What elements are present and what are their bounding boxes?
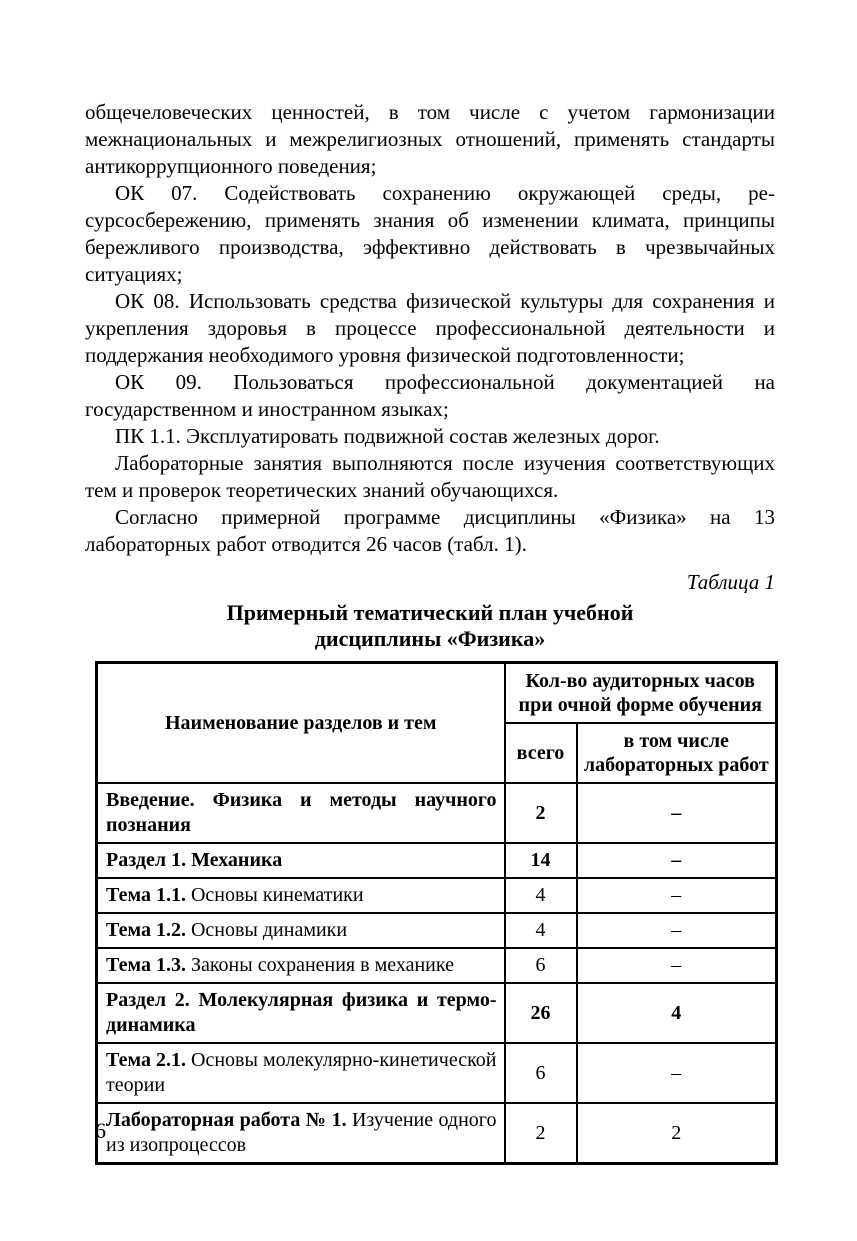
row-total-hours: 4	[505, 878, 577, 913]
row-lab-hours: –	[577, 948, 777, 983]
paragraph: Согласно примерной программе дисциплины «Физика» на 13 лабораторных работ отводится 26 часов (табл. 1).	[85, 505, 775, 556]
paragraph: Лабораторные занятия выполняются после изучения соответствующих тем и проверок теоретических знаний обучающихся.	[85, 451, 775, 502]
table-row	[97, 878, 777, 913]
paragraph: ПК 1.1. Эксплуатировать подвижной состав железных дорог.	[115, 424, 660, 448]
row-name	[97, 913, 505, 948]
row-name-prefix: Лабораторная работа № 1.	[106, 1109, 347, 1131]
paragraph: ОК 09. Пользоваться профессиональной документацией на государственном и иностранном языках;	[85, 370, 775, 421]
row-total-hours: 6	[505, 948, 577, 983]
table-title	[85, 600, 775, 652]
table-row	[97, 948, 777, 983]
row-name-prefix: Введение. Физика и методы научного познания	[106, 789, 497, 836]
page-content	[85, 99, 775, 1165]
row-total-hours: 2	[505, 1103, 577, 1164]
row-name-rest: Законы сохранения в механике	[185, 954, 454, 976]
row-lab-hours: –	[577, 783, 777, 843]
row-name-rest: Основы молекулярно-кинетической теории	[106, 1049, 497, 1096]
table-header-row-1	[97, 663, 777, 724]
row-total-hours: 4	[505, 913, 577, 948]
row-lab-hours: –	[577, 913, 777, 948]
row-name-prefix: Тема 2.1.	[106, 1049, 186, 1071]
table-row	[97, 1103, 777, 1164]
row-name-prefix: Раздел 1. Механика	[106, 849, 283, 871]
table-body	[97, 783, 777, 1164]
table-title-line1: Примерный тематический план учебной	[226, 600, 634, 625]
header-hours-group: Кол-во аудиторных часов при очной форме обучения	[505, 663, 777, 724]
row-name-prefix: Тема 1.1.	[106, 884, 186, 906]
row-name	[97, 878, 505, 913]
body-text	[85, 99, 775, 558]
table-row	[97, 983, 777, 1043]
header-lab-col: в том числе лабораторных работ	[577, 723, 777, 783]
row-lab-hours: –	[577, 878, 777, 913]
paragraph: общечеловеческих ценностей, в том числе с учетом гармонизации межнациональных и межрелигиозных отношений, применять стандарты антикоррупционного поведения;	[85, 100, 775, 178]
paragraph: ОК 07. Содействовать сохранению окружающей среды, ресурсосбережению, применять знания об изменении климата, принципы бережливого производства, эффективно действовать в чрезвычайных ситуациях;	[85, 181, 775, 286]
row-total-hours: 2	[505, 783, 577, 843]
thematic-plan-table	[95, 661, 778, 1165]
row-total-hours: 26	[505, 983, 577, 1043]
header-name-col: Наименование разделов и тем	[97, 663, 505, 784]
row-name	[97, 843, 505, 878]
row-name	[97, 1043, 505, 1103]
table-row	[97, 913, 777, 948]
row-name	[97, 783, 505, 843]
paragraph: ОК 08. Использовать средства физической культуры для сохранения и укрепления здоровья в процессе профессиональной деятельности и поддержания необходимого уровня физической подготовленности;	[85, 289, 775, 367]
row-total-hours: 14	[505, 843, 577, 878]
row-lab-hours: –	[577, 843, 777, 878]
row-lab-hours: 2	[577, 1103, 777, 1164]
table-caption: Таблица 1	[686, 570, 775, 594]
row-name-rest: Изучение одного из изопроцессов	[106, 1109, 497, 1156]
table-row	[97, 843, 777, 878]
row-name	[97, 983, 505, 1043]
row-name-prefix: Тема 1.3.	[106, 954, 186, 976]
row-name-prefix: Тема 1.2.	[106, 919, 186, 941]
table-title-line2: дисциплины «Физика»	[314, 626, 546, 651]
row-name-rest: Основы динамики	[185, 919, 348, 941]
table-row	[97, 783, 777, 843]
page-number: 6	[95, 1118, 106, 1143]
row-name-rest: Основы кинематики	[185, 884, 364, 906]
header-total-col: всего	[505, 723, 577, 783]
row-lab-hours: 4	[577, 983, 777, 1043]
table-row	[97, 1043, 777, 1103]
row-name-prefix: Раздел 2. Молекулярная физика и термодинамика	[106, 989, 497, 1036]
row-name	[97, 1103, 505, 1164]
row-name	[97, 948, 505, 983]
row-lab-hours: –	[577, 1043, 777, 1103]
row-total-hours: 6	[505, 1043, 577, 1103]
